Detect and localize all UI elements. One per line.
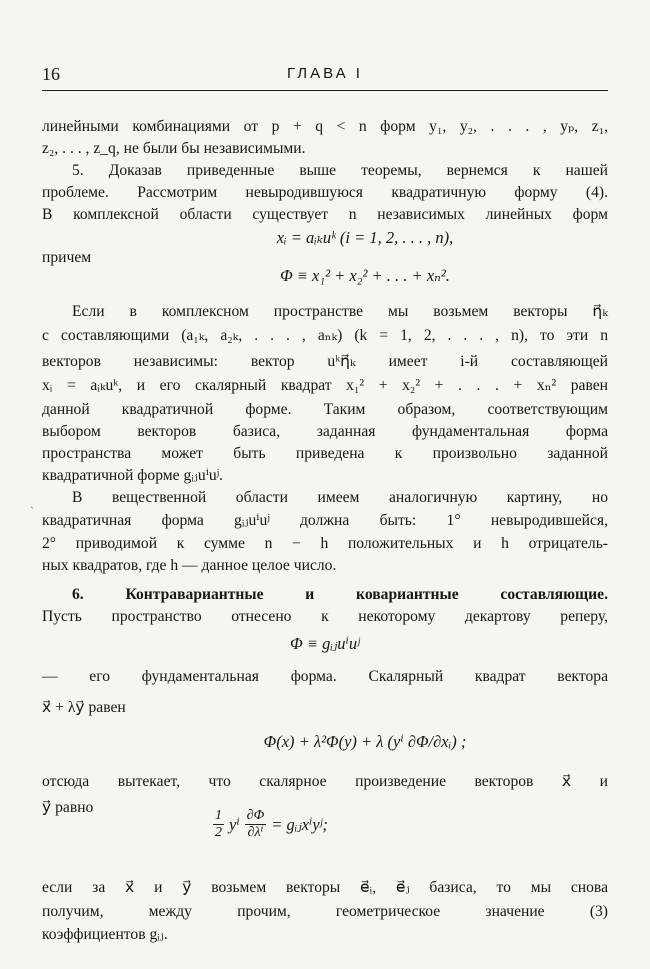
stray-mark: ˏ	[30, 495, 34, 509]
text-line: ных квадратов, где h — данное целое число.	[42, 557, 337, 574]
text-line: векторов независимы: вектор uᵏη⃗ₖ имеет i-й составляющей	[42, 353, 608, 370]
formula-linear-forms: xᵢ = aᵢₖuᵏ (i = 1, 2, . . . , n),	[276, 228, 454, 247]
text-line: x⃗ + λy⃗ равен	[42, 699, 126, 716]
text-line: проблеме. Рассмотрим невыродившуюся квадратичную форму (4).	[42, 184, 608, 201]
formula-scalar-product: 1 2 yⁱ $\frac{\partial\Phi}{\text{∂λⁱ}}$ = gᵢⱼxⁱyʲ;	[215, 808, 328, 840]
fraction-half: 1 2	[215, 808, 222, 840]
text-line: данной квадратичной форме. Таким образом, соответствующим	[42, 401, 608, 418]
chapter-title: ГЛАВА I	[287, 65, 363, 82]
page-number: 16	[42, 64, 60, 84]
text-line: если за x⃗ и y⃗ возьмем векторы e⃗ᵢ, e⃗ⱼ базиса, то мы снова	[42, 879, 608, 896]
formula-scalar-square: Φ(x) + λ²Φ(y) + λ (yⁱ ∂Φ/∂xᵢ) ;	[263, 732, 467, 751]
text-line: квадратичной форме gᵢⱼuⁱuʲ.	[42, 467, 223, 484]
text-line: с составляющими (a₁ₖ, a₂ₖ, . . . , aₙₖ) (k = 1, 2, . . . , n), то эти n	[42, 327, 608, 344]
formula-fundamental-form: Φ ≡ gᵢⱼuⁱuʲ	[290, 634, 360, 653]
text-line: отсюда вытекает, что скалярное произведение векторов x⃗ и	[42, 773, 608, 790]
header-rule	[42, 90, 608, 91]
text-line: причем	[42, 249, 92, 266]
text-line: коэффициентов gᵢⱼ.	[42, 926, 168, 943]
text-line: квадратичная форма gᵢⱼuⁱuʲ должна быть: 1° невыродившейся,	[42, 512, 608, 529]
text-line: выбором векторов базиса, заданная фундаментальная форма	[42, 423, 608, 440]
text-line: В комплексной области существует n независимых линейных форм	[42, 206, 608, 223]
text-line: Если в комплексном пространстве мы возьмем векторы η⃗ₖ	[72, 303, 608, 320]
fraction-derivative: $\frac{\partial\Phi}{\text{∂λⁱ}}$	[246, 808, 265, 840]
text-line: — его фундаментальная форма. Скалярный квадрат вектора	[42, 668, 608, 685]
text-line: y⃗ равно	[42, 799, 94, 816]
text-line: линейными комбинациями от p + q < n форм y₁, y₂, . . . , yₚ, z₁,	[42, 118, 608, 135]
text-line: Пусть пространство отнесено к некоторому декартову реперу,	[42, 608, 608, 625]
text-line: 2° приводимой к сумме n − h положительных и h отрицатель-	[42, 535, 608, 552]
text-line: xᵢ = aᵢₖuᵏ, и его скалярный квадрат x₁² + x₂² + . . . + xₙ² равен	[42, 377, 608, 394]
section-heading: 6. Контравариантные и ковариантные составляющие.	[72, 586, 608, 603]
text-line: пространства может быть приведена к произвольно заданной	[42, 445, 608, 462]
text-line: получим, между прочим, геометрическое значение (3)	[42, 903, 608, 920]
text-line: В вещественной области имеем аналогичную картину, но	[72, 489, 608, 506]
text-line: 5. Доказав приведенные выше теоремы, вернемся к нашей	[72, 162, 608, 179]
formula-sum-squares: Φ ≡ x₁² + x₂² + . . . + xₙ².	[280, 266, 450, 285]
text-line: z₂, . . . , z_q, не были бы независимыми.	[42, 140, 306, 157]
